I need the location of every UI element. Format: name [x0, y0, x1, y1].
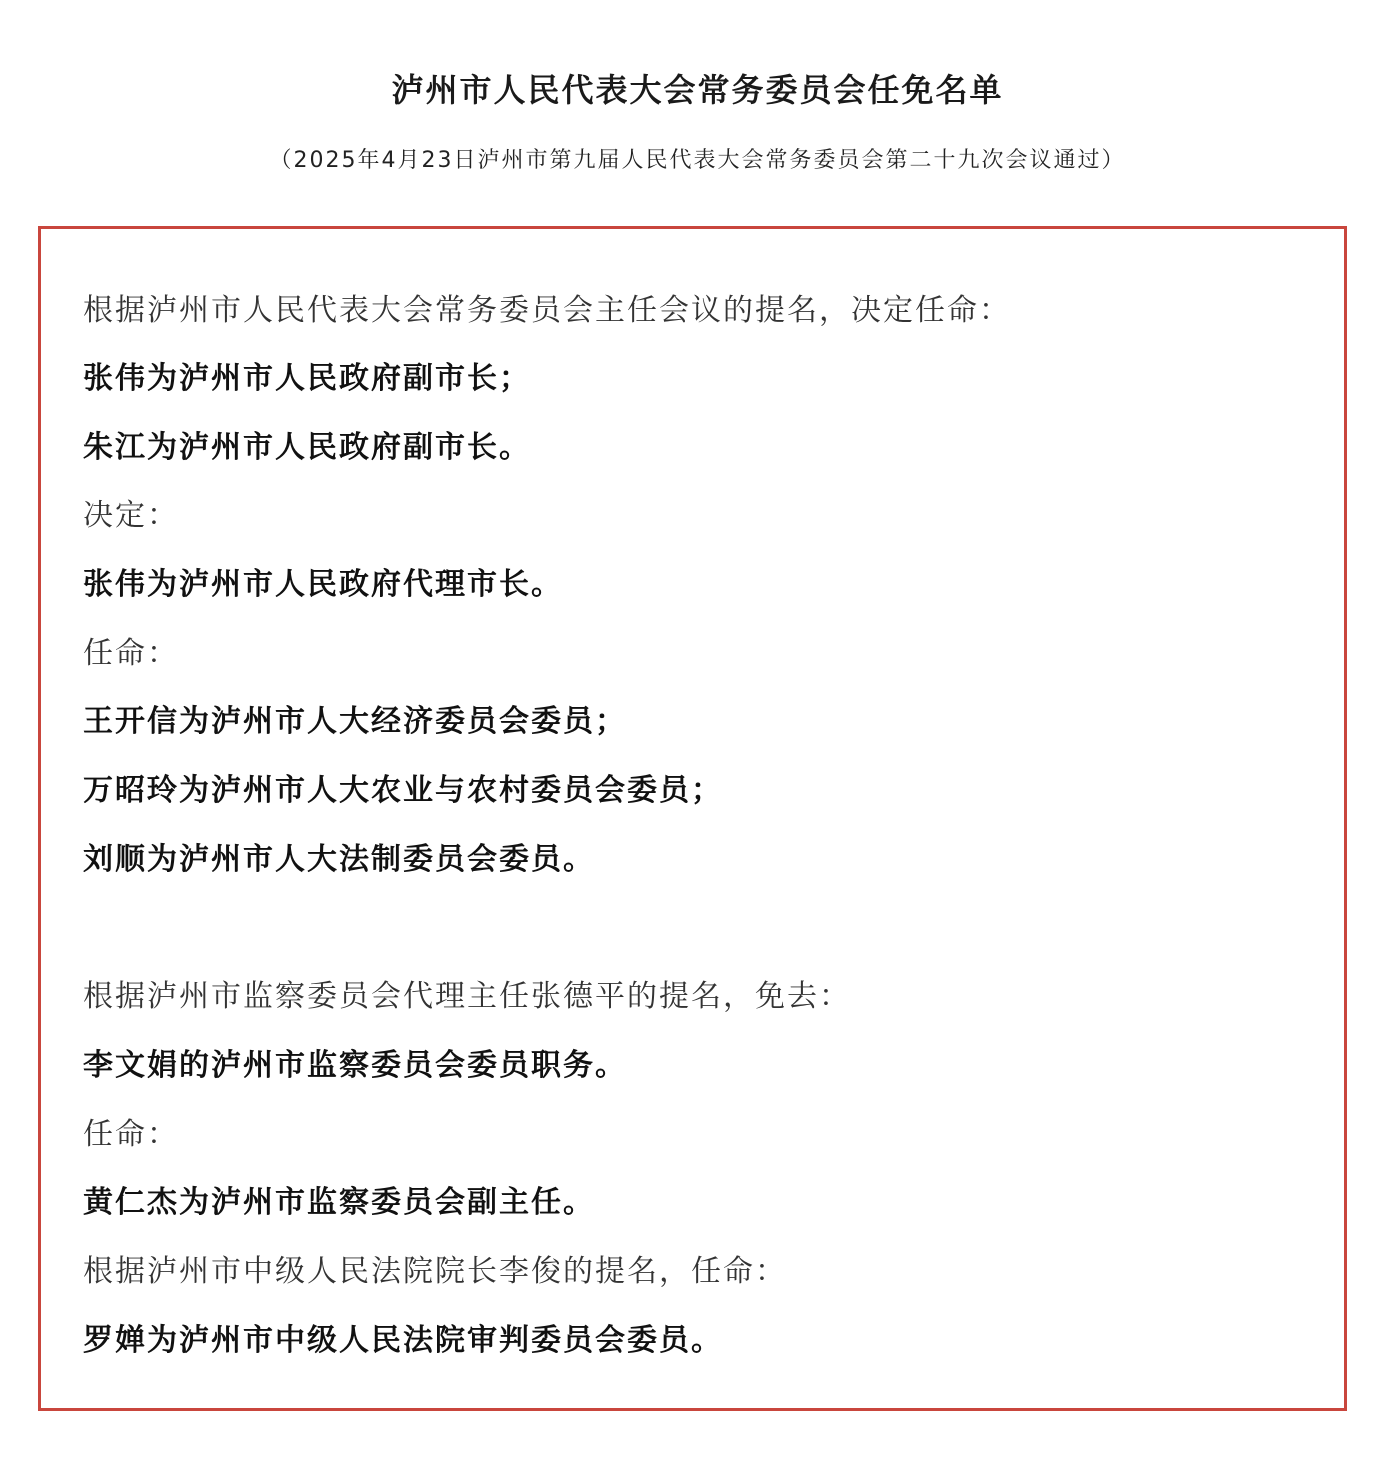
removal-item: 李文娟的泸州市监察委员会委员职务。: [83, 1048, 627, 1083]
appoint-heading: 任命：: [83, 636, 179, 671]
nomination-intro-paragraph: 根据泸州市人民代表大会常务委员会主任会议的提名，决定任命：: [83, 293, 1011, 328]
court-intro-paragraph: 根据泸州市中级人民法院院长李俊的提名，任命：: [83, 1254, 787, 1289]
decision-heading: 决定：: [83, 498, 179, 533]
appoint-heading: 任命：: [83, 1117, 179, 1152]
document-title: 泸州市人民代表大会常务委员会任免名单: [391, 71, 1004, 109]
appointment-item: 黄仁杰为泸州市监察委员会副主任。: [83, 1185, 595, 1220]
document-subtitle: （2025年4月23日泸州市第九届人民代表大会常务委员会第二十九次会议通过）: [269, 148, 1126, 173]
appointment-item: 刘顺为泸州市人大法制委员会委员。: [83, 842, 595, 877]
appointment-item: 罗婵为泸州市中级人民法院审判委员会委员。: [83, 1323, 723, 1358]
appointment-item: 王开信为泸州市人大经济委员会委员；: [83, 704, 627, 739]
supervision-intro-paragraph: 根据泸州市监察委员会代理主任张德平的提名，免去：: [83, 979, 851, 1014]
appointment-item: 张伟为泸州市人民政府代理市长。: [83, 567, 563, 602]
appointment-list-box: [38, 226, 1347, 1411]
appointment-item: 朱江为泸州市人民政府副市长。: [83, 430, 531, 465]
appointment-item: 张伟为泸州市人民政府副市长；: [83, 361, 531, 396]
appointment-item: 万昭玲为泸州市人大农业与农村委员会委员；: [83, 773, 723, 808]
